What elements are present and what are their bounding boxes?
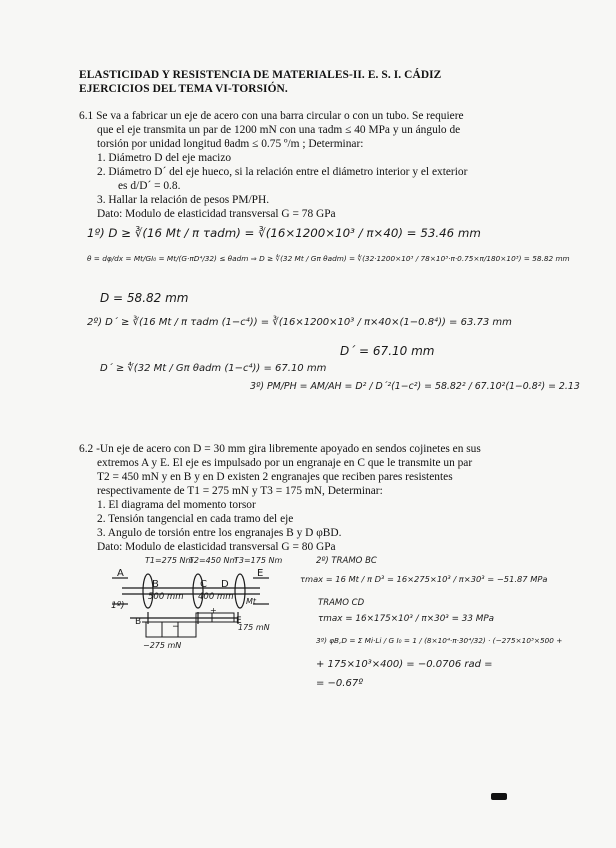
- diagram-label-e: E: [236, 616, 242, 626]
- sol1-step2: 2º) D´ ≥ ∛(16 Mt / π τadm (1−c⁴)) = ∛(16×1200×10³ / π×40×(1−0.8⁴)) = 63.73 mm: [87, 317, 512, 328]
- diagram-negative-block: [146, 622, 196, 637]
- ex2-line-1: 6.2 -Un eje de acero con D = 30 mm gira libremente apoyado en sendos cojinetes en sus: [79, 443, 481, 455]
- diagram-value-275: −275 mN: [143, 641, 182, 650]
- label-a: A: [117, 568, 124, 579]
- label-e: E: [257, 568, 264, 579]
- ex2-line-2: extremos A y E. El eje es impulsado por un engranaje en C que le transmite un par: [97, 457, 473, 469]
- sol2-tau-bc: τmax = 16 Mt / π D³ = 16×275×10³ / π×30³ = −51.87 MPa: [300, 574, 548, 584]
- sol1-step2-angle: D´ ≥ ∜(32 Mt / Gπ θadm (1−c⁴)) = 67.10 mm: [100, 363, 327, 374]
- ex1-line-3: torsión por unidad longitud θadm ≤ 0.75 º/m ; Determinar:: [97, 138, 364, 150]
- sol1-result-d: D = 58.82 mm: [100, 291, 189, 305]
- sol2-tau-cd: τmax = 16×175×10³ / π×30³ = 33 MPa: [318, 614, 495, 624]
- sol2-angle-degrees: = −0.67º: [316, 678, 363, 689]
- ex1-item-1: 1. Diámetro D del eje macizo: [97, 152, 232, 164]
- label-d: D: [221, 579, 229, 590]
- diagram-value-175: 175 mN: [238, 623, 270, 632]
- sol1-result-d2: D´ = 67.10 mm: [340, 344, 435, 358]
- ex2-line-3: T2 = 450 mN y en B y en D existen 2 engranajes que reciben pares resistentes: [97, 471, 453, 483]
- ex2-line-4: respectivamente de T1 = 275 mN y T3 = 175 mN, Determinar:: [97, 485, 383, 497]
- ex1-item-2: 2. Diámetro D´ del eje hueco, si la relación entre el diámetro interior y el exterior: [97, 166, 468, 178]
- diagram-label-b: B: [135, 617, 142, 627]
- sol2-tramo-cd: TRAMO CD: [318, 598, 365, 608]
- diagram-plus-sign: +: [210, 606, 217, 615]
- ex1-line-2: que el eje transmita un par de 1200 mN con una τadm ≤ 40 MPa y un ángulo de: [97, 124, 461, 136]
- ex2-item-3: 3. Angulo de torsión entre los engranajes B y D φBD.: [97, 527, 342, 539]
- gear-d: [235, 574, 245, 608]
- dimension-500: 500 mm: [148, 592, 184, 602]
- ex1-line-1: 6.1 Se va a fabricar un eje de acero con una barra circular o con un tubo. Se requiere: [79, 110, 464, 122]
- sol1-step1-angle: θ = dφ/dx = Mt/GI₀ = Mt/(G·πD⁴/32) ≤ θadm ⇒ D ≥ ∜(32 Mt / Gπ θadm) = ∜(32·1200×10³ / 78×10³·π·0.75×π/180×10³) = 58.82 mm: [87, 254, 570, 263]
- torque-t1-label: T1=275 Nm: [145, 556, 194, 565]
- ink-mark: [491, 793, 507, 800]
- document-title: ELASTICIDAD Y RESISTENCIA DE MATERIALES-II. E. S. I. CÁDIZ: [79, 69, 442, 81]
- ex2-data: Dato: Modulo de elasticidad transversal G = 80 GPa: [97, 541, 336, 553]
- diagram-minus-sign: −: [172, 622, 180, 632]
- ex1-data: Dato: Modulo de elasticidad transversal G = 78 GPa: [97, 208, 336, 220]
- mt-label: Mt: [246, 597, 257, 606]
- ex1-item-3: 3. Hallar la relación de pesos PM/PH.: [97, 194, 270, 206]
- label-b: B: [152, 579, 159, 590]
- ex2-item-1: 1. El diagrama del momento torsor: [97, 499, 256, 511]
- ex2-item-2: 2. Tensión tangencial en cada tramo del eje: [97, 513, 294, 525]
- sol2-angle-formula: 3º) φB,D = Σ Mi·Li / G I₀ = 1 / (8×10⁴·π·30⁴/32) · (−275×10³×500 +: [316, 636, 563, 645]
- document-subtitle: EJERCICIOS DEL TEMA VI-TORSIÓN.: [79, 83, 288, 95]
- sol2-tramo-bc: 2º) TRAMO BC: [316, 556, 377, 566]
- label-c: C: [200, 579, 207, 590]
- torque-t2-label: T2=450 Nm: [189, 556, 238, 565]
- torque-diagram: [140, 604, 240, 644]
- torque-t3-label: T3=175 Nm: [234, 556, 283, 565]
- ex1-item-2b: es d/D´ = 0.8.: [118, 180, 181, 192]
- sol1-step1: 1º) D ≥ ∛(16 Mt / π τadm) = ∛(16×1200×10³ / π×40) = 53.46 mm: [87, 226, 481, 240]
- dimension-400: 400 mm: [198, 592, 234, 602]
- sol1-step3: 3º) PM/PH = AM/AH = D² / D´²(1−c²) = 58.82² / 67.10²(1−0.8²) = 2.13: [250, 381, 580, 392]
- sol2-angle-result: + 175×10³×400) = −0.0706 rad =: [316, 659, 493, 670]
- part1-label: 1º): [111, 601, 125, 611]
